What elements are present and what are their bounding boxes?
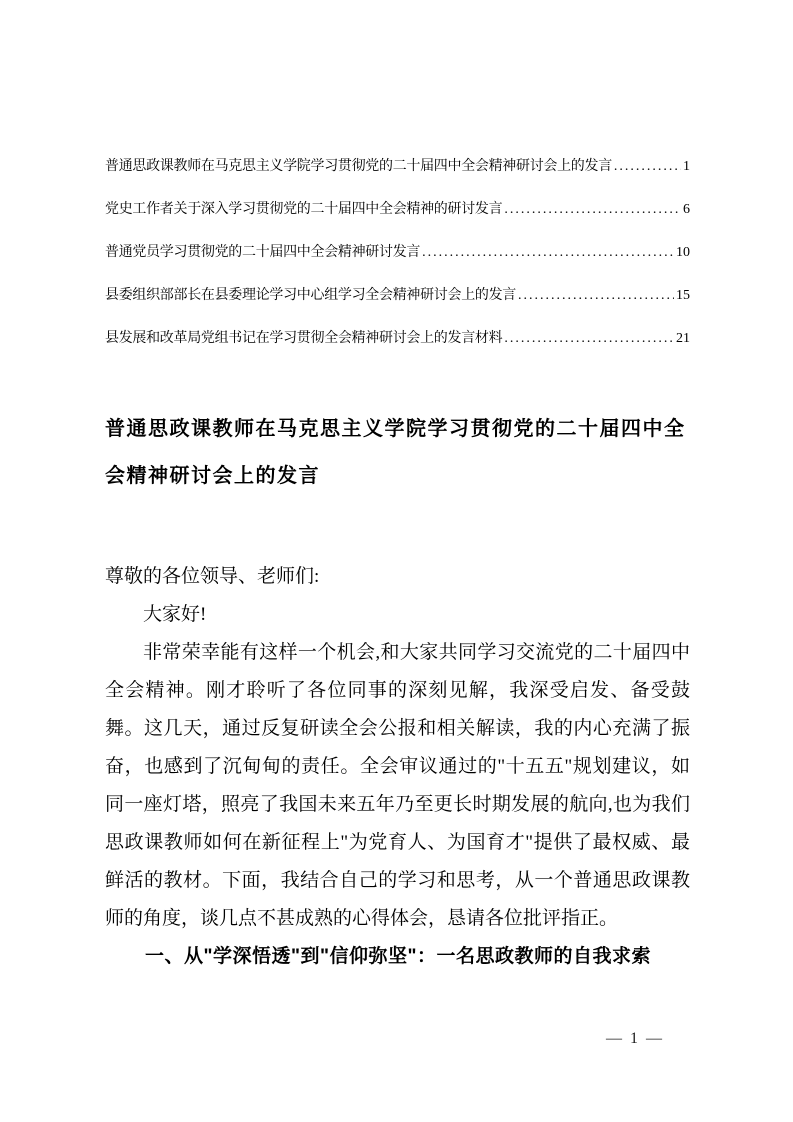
article-body [105, 558, 690, 976]
toc-dot-leader [614, 156, 681, 178]
article-title: 普通思政课教师在马克思主义学院学习贯彻党的二十届四中全会精神研讨会上的发言 [105, 418, 686, 487]
toc-entry[interactable] [105, 242, 690, 264]
toc-entry[interactable] [105, 328, 690, 350]
toc-entry-title: 普通党员学习贯彻党的二十届四中全会精神研讨发言 [105, 245, 421, 260]
toc-entry-title: 县委组织部部长在县委理论学习中心组学习全会精神研讨会上的发言 [105, 288, 516, 303]
toc-dot-leader [504, 199, 681, 221]
toc-page-number: 15 [676, 288, 690, 303]
section-heading: 一、从"学深悟透"到"信仰弥坚"：一名思政教师的自我求索 [145, 946, 652, 967]
salutation: 尊敬的各位领导、老师们: [105, 566, 320, 587]
toc-dot-leader [422, 242, 674, 264]
toc-page-number: 21 [676, 331, 690, 346]
toc-entry-title: 县发展和改革局党组书记在学习贯彻全会精神研讨会上的发言材料 [105, 331, 503, 346]
toc-entry[interactable] [105, 285, 690, 307]
toc-entry[interactable] [105, 156, 690, 178]
toc-entry-title: 普通思政课教师在马克思主义学院学习贯彻党的二十届四中全会精神研讨会上的发言 [105, 159, 612, 174]
toc-entry[interactable] [105, 199, 690, 221]
toc-entry-title: 党史工作者关于深入学习贯彻党的二十届四中全会精神的研讨发言 [105, 202, 503, 217]
toc-dot-leader [518, 285, 674, 307]
toc-page-number: 6 [683, 202, 690, 217]
greeting: 大家好! [143, 604, 207, 625]
toc-page-number: 10 [676, 245, 690, 260]
page-number-footer: — 1 — [606, 1030, 664, 1047]
table-of-contents [105, 156, 690, 350]
body-paragraph: 非常荣幸能有这样一个机会,和大家共同学习交流党的二十届四中全会精神。刚才聆听了各位同事的深刻见解，我深受启发、备受鼓舞。这几天，通过反复研读全会公报和相关解读，我的内心充满了振奋，也感到了沉甸甸的责任。全会审议通过的"十五五"规划建议，如同一座灯塔，照亮了我国未来五年乃至更长时期发展的航向,也为我们思政课教师如何在新征程上"为党育人、为国育才"提供了最权威、最鲜活的教材。下面，我结合自己的学习和思考，从一个普通思政课教师的角度，谈几点不甚成熟的心得体会，恳请各位批评指正。 [105, 642, 690, 929]
toc-dot-leader [504, 328, 674, 350]
toc-page-number: 1 [683, 159, 690, 174]
